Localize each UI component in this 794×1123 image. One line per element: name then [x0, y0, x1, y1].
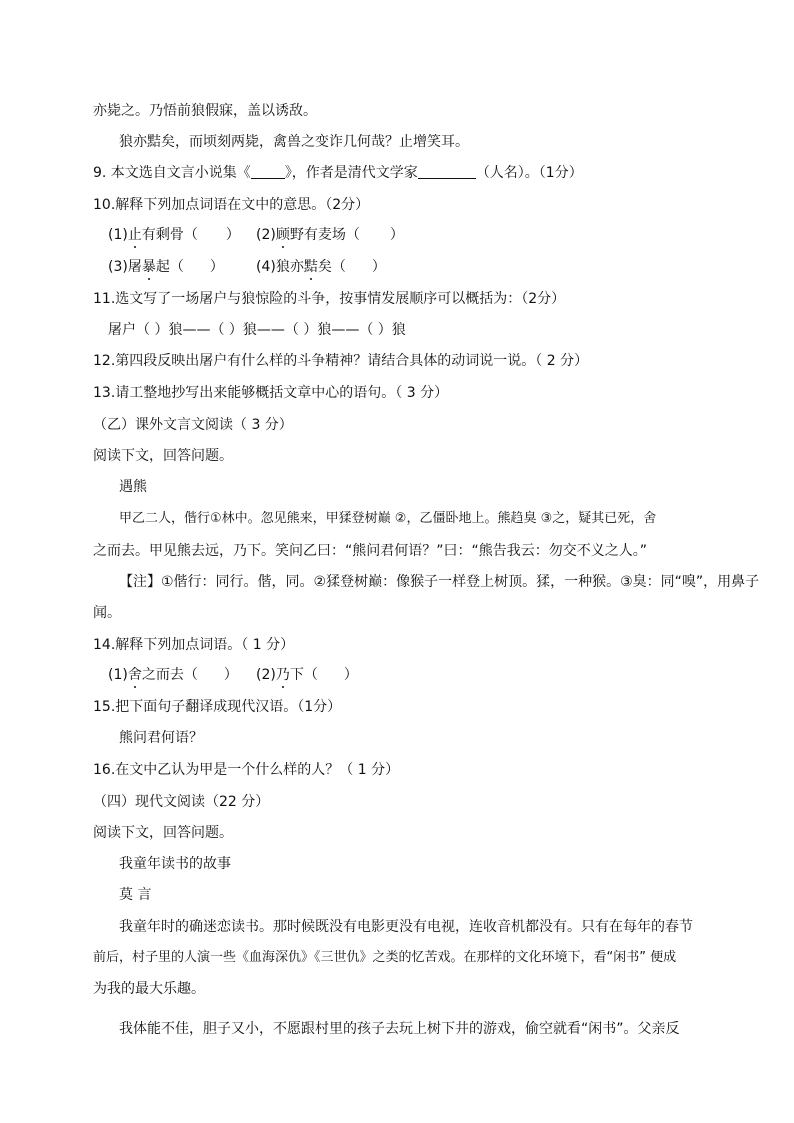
emphasis-dot-char: 止	[127, 227, 142, 243]
emphasis-dot-char: 暴	[141, 259, 156, 275]
q9-part-a: 9. 本文选自文言小说集《	[93, 165, 251, 181]
passage-line: 我童年时的确迷恋读书。那时候既没有电影更没有电视，连收音机都没有。只有在每年的春节	[119, 919, 693, 935]
q14-item-2: (2)乃下（ ）	[256, 667, 358, 683]
question-15: 15.把下面句子翻译成现代汉语。（1分）	[93, 699, 342, 715]
section-title: （乙）课外文言文阅读（ 3 分）	[93, 417, 293, 433]
q9-part-c: （人名）。（1分）	[475, 165, 583, 181]
emphasis-dot-char: 舍	[127, 667, 142, 683]
section-instruction: 阅读下文，回答问题。	[93, 825, 233, 841]
q11-sequence: 屠户（ ）狼——（ ）狼——（ ）狼——（ ）狼	[108, 322, 406, 338]
question-12: 12.第四段反映出屠户有什么样的斗争精神？请结合具体的动词说一说。（ 2 分）	[93, 353, 589, 369]
passage-line: 甲乙二人，偕行①林中。忽见熊来，甲猱登树巅 ②，乙僵卧地上。熊趋臭 ③之，疑其已死，舍	[119, 511, 657, 526]
question-11: 11.选文写了一场屠户与狼惊险的斗争，按事情发展顺序可以概括为：（2分）	[93, 291, 566, 307]
q9-book-blank[interactable]	[251, 164, 285, 179]
q10-item-2: (2)顾野有麦场（ ）	[256, 227, 404, 243]
passage-line: 之而去。甲见熊去远，乃下。笑问乙曰：“熊问君何语？”曰：“熊告我云：勿交不义之人。”	[93, 543, 648, 559]
footnote: 【注】①偕行：同行。偕，同。②猱登树巅：像猴子一样登上树顶。猱，一种猴。③臭：同“嗅”，用鼻子	[119, 574, 760, 590]
passage-title: 我童年读书的故事	[119, 856, 231, 872]
emphasis-dot-char: 黠	[303, 259, 318, 275]
question-14: 14.解释下列加点词语。（ 1 分）	[93, 637, 295, 653]
question-10: 10.解释下列加点词语在文中的意思。（2分）	[93, 197, 370, 213]
passage-line: 前后，村子里的人演一些《血海深仇》《三世仇》之类的忆苦戏。在那样的文化环境下，看“闲书” 便成	[93, 950, 677, 965]
emphasis-dot-char: 乃	[275, 667, 290, 683]
q10-item-1: (1)止有剩骨（ ）	[108, 227, 240, 243]
section-title: （四）现代文阅读（22 分）	[93, 794, 270, 810]
q10-item-3: (3)屠暴起（ ）	[108, 259, 224, 275]
passage-line: 为我的最大乐趣。	[93, 981, 205, 997]
q9-author-blank[interactable]	[418, 164, 476, 179]
passage-line: 狼亦黠矣，而顷刻两毙，禽兽之变诈几何哉？止增笑耳。	[119, 134, 469, 150]
question-13: 13.请工整地抄写出来能够概括文章中心的语句。（ 3 分）	[93, 385, 449, 401]
q15-sentence: 熊问君何语？	[119, 730, 203, 746]
emphasis-dot-char: 顾	[275, 227, 290, 243]
question-9	[93, 164, 583, 182]
passage-author: 莫 言	[119, 887, 152, 903]
q10-item-4: (4)狼亦黠矣（ ）	[256, 259, 386, 275]
q14-item-1: (1)舍之而去（ ）	[108, 667, 238, 683]
question-16: 16.在文中乙认为甲是一个什么样的人？（ 1 分）	[93, 762, 400, 778]
passage-title: 遇熊	[119, 479, 147, 495]
passage-line: 亦毙之。乃悟前狼假寐，盖以诱敌。	[93, 103, 317, 119]
q9-part-b: 》，作者是清代文学家	[284, 165, 418, 181]
section-instruction: 阅读下文，回答问题。	[93, 448, 233, 464]
footnote: 闻。	[93, 605, 121, 621]
passage-line: 我体能不佳，胆子又小，不愿跟村里的孩子去玩上树下井的游戏，偷空就看“闲书”。父亲反	[119, 1021, 680, 1037]
